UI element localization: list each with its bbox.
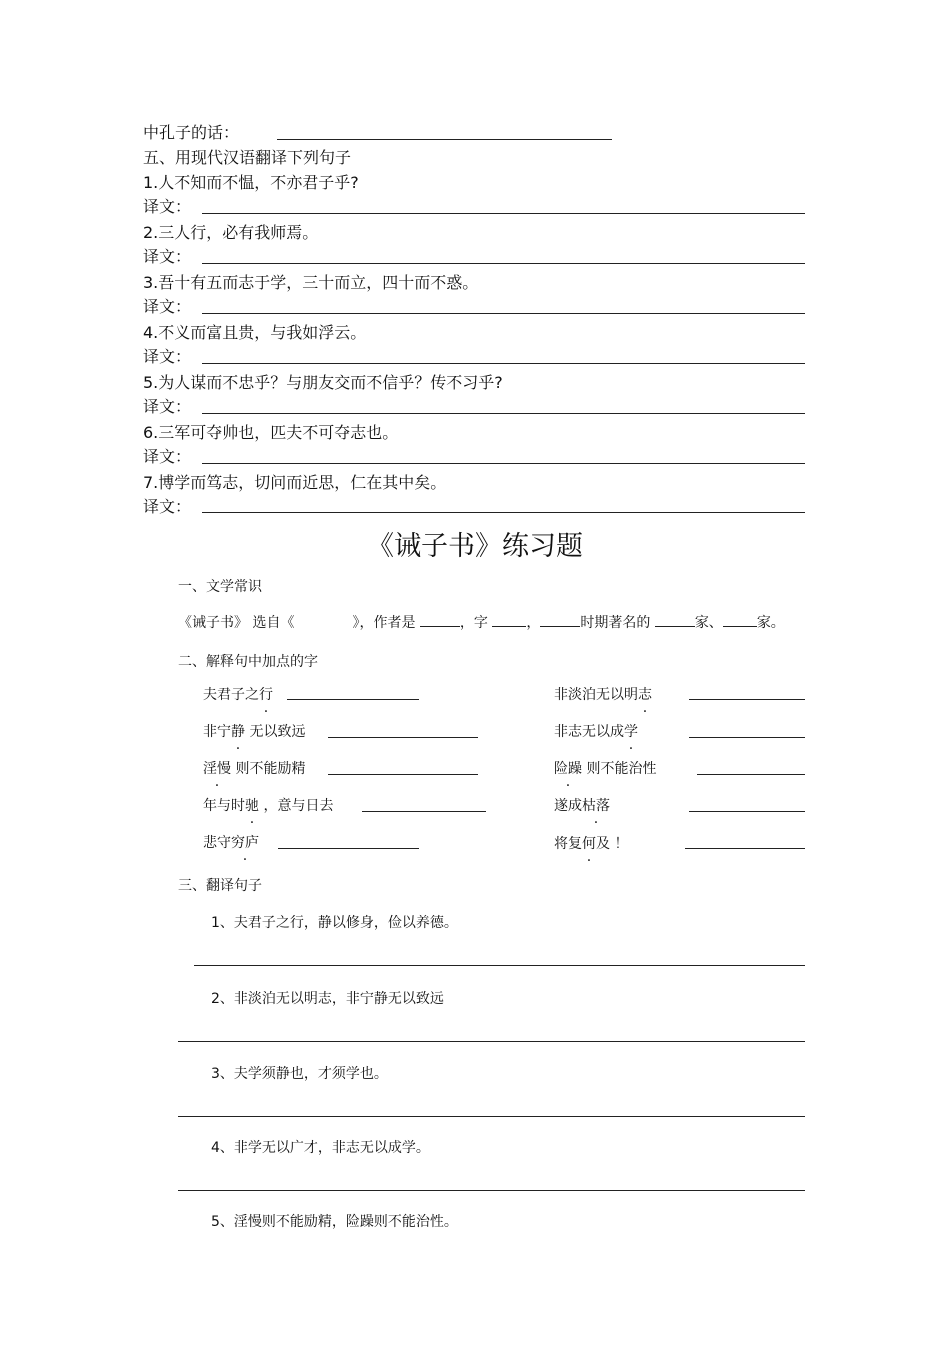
dotted-word: 志	[638, 687, 652, 703]
word-item: 夫君子之行	[203, 687, 273, 703]
word-item: 将复何及 ！	[554, 836, 629, 852]
translation-label: 译文：	[143, 447, 192, 466]
word-item: 遂成枯落	[554, 798, 610, 814]
translation-line[interactable]	[202, 213, 805, 214]
dotted-word: 险躁	[554, 761, 582, 777]
dotted-word: 复何及	[568, 836, 610, 852]
translation-line[interactable]	[178, 1190, 805, 1191]
exercise-title: 《诫子书》练习题	[367, 531, 583, 562]
answer-line[interactable]	[362, 811, 486, 812]
answer-line[interactable]	[287, 699, 419, 700]
translation-label: 译文：	[143, 347, 192, 366]
kongzi-answer-line[interactable]	[277, 139, 612, 140]
translation-line[interactable]	[178, 1041, 805, 1042]
section3-heading: 三、翻译句子	[178, 878, 262, 894]
translate-sentence-4: 4、非学无以广才，非志无以成学。	[211, 1140, 430, 1156]
word-item: 悲守穷庐	[203, 835, 259, 851]
translation-line[interactable]	[202, 263, 805, 264]
period-blank[interactable]	[540, 614, 580, 627]
literature-line	[178, 612, 785, 632]
literature-text: 》，作者是	[352, 615, 416, 631]
dotted-word: 穷庐	[231, 835, 259, 851]
answer-line[interactable]	[689, 811, 805, 812]
translation-line[interactable]	[194, 965, 805, 966]
translation-label: 译文：	[143, 197, 192, 216]
dotted-word: 枯落	[582, 798, 610, 814]
answer-line[interactable]	[328, 774, 478, 775]
dotted-word: 学	[624, 724, 638, 740]
sentence-6: 6.三军可夺帅也，匹夫不可夺志也。	[143, 423, 399, 442]
answer-line[interactable]	[278, 848, 419, 849]
word-item: 非淡泊无以明志	[554, 687, 652, 703]
answer-line[interactable]	[328, 737, 478, 738]
translate-sentence-5: 5、淫慢则不能励精，险躁则不能治性。	[211, 1214, 458, 1230]
translation-label: 译文：	[143, 247, 192, 266]
translation-line[interactable]	[178, 1116, 805, 1117]
translation-line[interactable]	[202, 413, 805, 414]
translate-sentence-2: 2、非淡泊无以明志，非宁静无以致远	[211, 991, 444, 1007]
translation-line[interactable]	[202, 512, 805, 513]
section1-heading: 一、文学常识	[178, 579, 262, 595]
sentence-3: 3.吾十有五而志于学，三十而立，四十而不惑。	[143, 273, 479, 292]
translation-line[interactable]	[202, 363, 805, 364]
dotted-word: 静	[231, 724, 245, 740]
literature-text: ，字	[459, 615, 488, 631]
translate-sentence-1: 1、夫君子之行，静以修身，俭以养德。	[211, 915, 458, 931]
dotted-word: 淫慢	[203, 761, 231, 777]
sentence-5: 5.为人谋而不忠乎？与朋友交而不信乎？传不习乎?	[143, 373, 503, 392]
courtesy-name-blank[interactable]	[492, 614, 526, 627]
translation-label: 译文：	[143, 497, 192, 516]
section5-heading: 五、用现代汉语翻译下列句子	[143, 148, 352, 167]
answer-line[interactable]	[697, 774, 805, 775]
kongzi-label: 中孔子的话：	[143, 123, 240, 142]
author-blank[interactable]	[420, 614, 460, 627]
translation-label: 译文：	[143, 397, 192, 416]
answer-line[interactable]	[689, 699, 805, 700]
sentence-2: 2.三人行，必有我师焉。	[143, 223, 319, 242]
sentence-4: 4.不义而富且贵，与我如浮云。	[143, 323, 367, 342]
translation-label: 译文：	[143, 297, 192, 316]
translate-sentence-3: 3、夫学须静也，才须学也。	[211, 1066, 388, 1082]
answer-line[interactable]	[689, 737, 805, 738]
translation-line[interactable]	[202, 313, 805, 314]
word-item: 非志无以成学	[554, 724, 638, 740]
answer-line[interactable]	[685, 848, 805, 849]
dotted-word: 驰	[245, 798, 259, 814]
sentence-7: 7.博学而笃志，切问而近思，仁在其中矣。	[143, 473, 447, 492]
literature-text: 家。	[756, 615, 785, 631]
sentence-1: 1.人不知而不愠，不亦君子乎?	[143, 173, 359, 192]
literature-text: ，	[526, 615, 541, 631]
section2-heading: 二、解释句中加点的字	[178, 654, 318, 670]
word-item: 险躁 则不能治性	[554, 761, 657, 777]
dotted-word: 行	[259, 687, 273, 703]
literature-text: 家、	[694, 615, 723, 631]
role1-blank[interactable]	[655, 614, 695, 627]
literature-text: 时期著名的	[580, 615, 651, 631]
word-item: 年与时驰 ，意与日去	[203, 798, 334, 814]
word-item: 非宁静 无以致远	[203, 724, 306, 740]
literature-text: 《诫子书》 选自《	[178, 615, 295, 631]
translation-line[interactable]	[202, 463, 805, 464]
word-item: 淫慢 则不能励精	[203, 761, 306, 777]
role2-blank[interactable]	[723, 614, 757, 627]
